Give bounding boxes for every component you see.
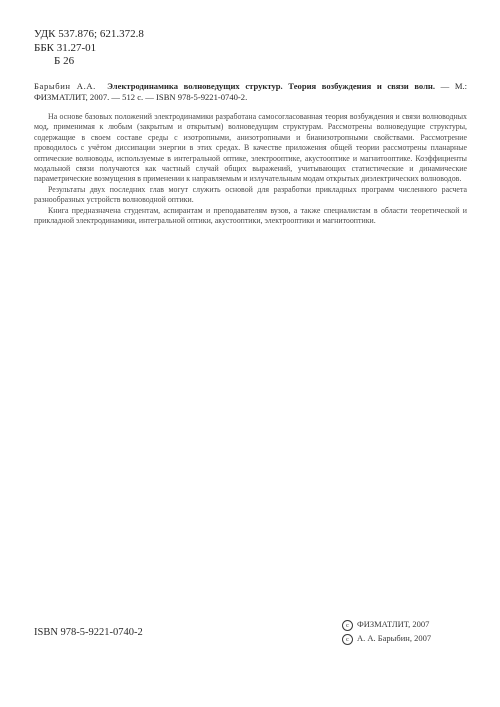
copyright-holder: А. А. Барыбин, 2007: [357, 633, 432, 643]
copyright-block: [342, 617, 431, 645]
copyright-line: [342, 617, 431, 631]
copyright-line: [342, 631, 431, 645]
copyright-icon: c: [342, 620, 353, 631]
author-code: Б 26: [54, 55, 75, 67]
bibliographic-record: [34, 81, 467, 103]
abstract-paragraph: Результаты двух последних глав могут служить основой для разработки прикладных программ численного расчета разнообразных устройств волноводной оптики.: [34, 184, 467, 205]
bbk-code: ББК 31.27-01: [34, 41, 97, 54]
abstract: [34, 112, 467, 226]
udk-code: УДК 537.876; 621.372.8: [34, 28, 144, 40]
classification-block: [34, 28, 144, 69]
author-name: Барыбин А.А.: [34, 81, 96, 91]
isbn: ISBN 978-5-9221-0740-2: [34, 627, 143, 638]
book-title: Электродинамика волноведущих структур. Теория возбуждения и связи волн.: [107, 81, 436, 91]
copyright-holder: ФИЗМАТЛИТ, 2007: [357, 619, 430, 629]
copyright-icon: c: [342, 634, 353, 645]
abstract-paragraph: Книга предназначена студентам, аспирантам и преподавателям вузов, а также специалистам в области теоретической и прикладной электродинамики, интегральной оптики, акустооптики, электрооптики и магнитооптики.: [34, 205, 467, 226]
publication-details: — М.: ФИЗМАТЛИТ, 2007. — 512 с. — ISBN 978-5-9221-0740-2.: [34, 81, 468, 103]
abstract-paragraph: На основе базовых положений электродинамики разработана самосогласованная теория возбуждения и связи волноводных мод, применимая к любым (закрытым и открытым) волноведущим структурам. Рассмотрены волноведущие структуры, содержащие в своем составе среды с изотропными, анизотропными и бианизотропными свойствами. Рассмотрение проводилось с учётом диссипации энергии в этих средах. В качестве приложения общей теории рассмотрены планарные оптические волноводы, используемые в интегральной оптике, электрооптике, акустооптике и магнитооптике. Коэффициенты модальной связи получаются как частный случай общих выражений, учитывающих статистические и динамические параметрические возмущения в применении к направляемым и излучательным модам открытых диэлектрических волноводов.: [34, 112, 467, 184]
